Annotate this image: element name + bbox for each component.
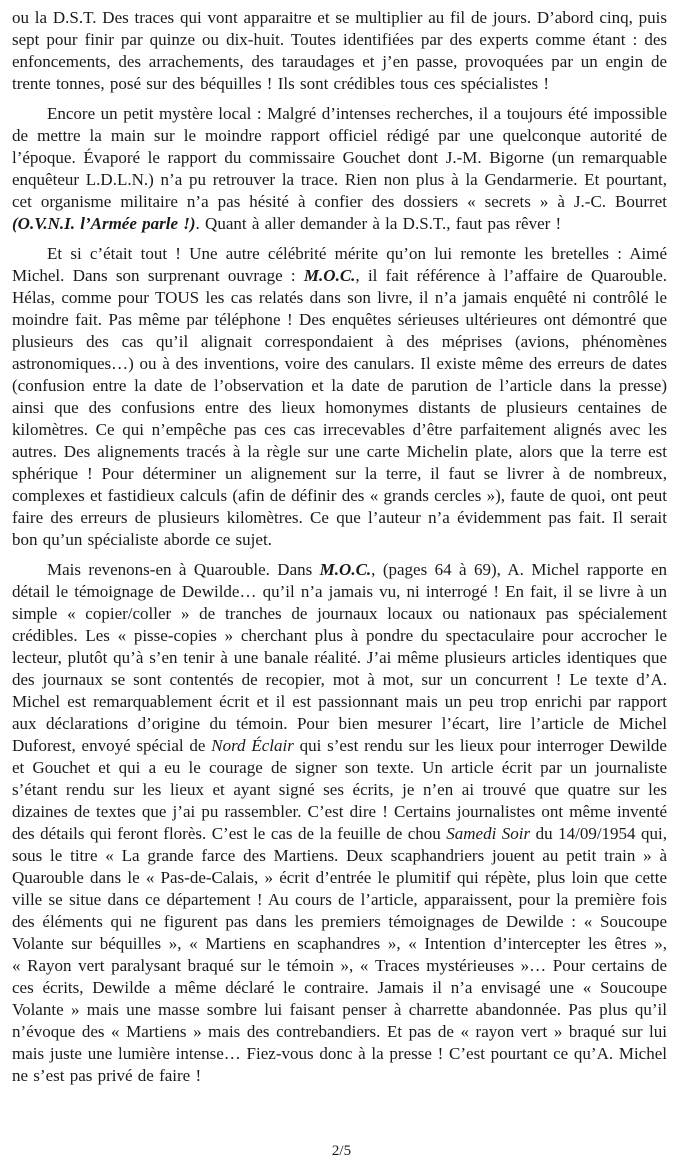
text-segment: du 14/09/1954 qui, sous le titre « La grande farce des Martiens. Deux scaphandriers jouent au petit train » à Quarouble dans le « Pas-de-Calais, » écrit d’entrée le plumitif qui répète, plus loin que cette ville se situe dans ce département ! Au cours de l’article, apparaissent, pour la première fois des éléments qui ne figurent pas dans les premiers témoignages de Dewilde : « Soucoupe Volante sur béquilles », « Martiens en scaphandres », « Intention d’intercepter les êtres », « Rayon vert paralysant braqué sur le témoin », « Traces mystérieuses »… Pour certains de ces écrits, Dewilde a même déclaré le contraire. Jamais il n’a envisagé une « Soucoupe Volante » mais une masse sombre lui faisant penser à charrette abandonnée. Pas plus qu’il n’évoque des « Martiens » mais des contrebandiers. Et pas de « rayon vert » braqué sur lui mais juste une lumière intense… Fiez-vous donc à la presse ! C’est pourtant ce qu’A. Michel ne s’est pas privé de faire ! — [12, 824, 668, 1085]
paragraph — [12, 103, 667, 235]
paragraph — [12, 559, 667, 1087]
text-body — [12, 7, 667, 1087]
text-segment: Nord Éclair — [211, 736, 294, 755]
text-segment: , (pages 64 à 69), A. Michel rapporte en détail le témoignage de Dewilde… qu’il n’a jamais vu, ni interrogé ! En fait, il se livre à un simple « copier/coller » de tranches de journaux locaux ou nationaux pas spécialement crédibles. Les « pisse-copies » cherchant plus à pondre du spectaculaire pour accrocher le lecteur, plutôt qu’à s’en tenir à une banale réalité. J’ai même plusieurs articles identiques que des journaux se sont contentés de recopier, mot à mot, sur un concurrent ! Le texte d’A. Michel est remarquablement écrit et il est passionnant mais un peu trop enrichi par rapport aux déclarations d’origine du témoin. Pour bien mesurer l’écart, lire l’article de Michel Duforest, envoyé spécial de — [12, 560, 668, 755]
text-segment: Mais revenons-en à Quarouble. Dans — [47, 560, 320, 579]
text-segment: M.O.C. — [303, 266, 356, 285]
text-segment: ou la D.S.T. Des traces qui vont apparaitre et se multiplier au fil de jours. D’abord cinq, puis sept pour finir par quinze ou dix-huit. Toutes identifiées par des experts comme étant : des enfoncements, des arrachements, des taraudages et j’en passe, provoquées par un engin de trente tonnes, posé sur des béquilles ! Ils sont crédibles tous ces spécialistes ! — [12, 8, 667, 93]
text-segment: M.O.C. — [319, 560, 372, 579]
text-segment: , il fait référence à l’affaire de Quarouble. Hélas, comme pour TOUS les cas relatés dans son livre, il n’a jamais enquêté ni contrôlé le moindre fait. Pas même par téléphone ! Des enquêtes sérieuses ultérieures ont démontré que plusieurs des cas qu’il alignait correspondaient à des méprises (avions, phénomènes astronomiques…) ou à des inventions, voire des canulars. Il existe même des erreurs de dates (confusion entre la date de l’observation et la date de parution de l’article dans la presse) ainsi que des confusions entre des lieux homonymes distants de plusieurs centaines de kilomètres. Ce qui n’empêche pas ces cas irrecevables d’être parfaitement alignés avec les autres. Des alignements tracés à la règle sur une carte Michelin plate, alors que la terre est sphérique ! Pour déterminer un alignement sur la terre, il faut se livrer à de nombreux, complexes et fastidieux calculs (afin de définir des « grands cercles »), faute de quoi, ont peut faire des erreurs de plusieurs kilomètres. Ce que l’auteur n’a évidemment pas fait. Il serait bon qu’un spécialiste aborde ce sujet. — [12, 266, 667, 549]
text-segment: Et si c’était tout ! Une autre célébrité mérite qu’on lui remonte les bretelles : Aimé Michel. Dans son surprenant ouvrage : — [12, 244, 667, 285]
text-segment: qui s’est rendu sur les lieux pour interroger Dewilde et Gouchet et qui a eu le courage de signer son texte. Un article écrit par un journaliste s’étant rendu sur les lieux et ayant signé ses écrits, je n’en ai trouvé que quatre sur les dizaines de textes que j’ai pu rassembler. C’est dire ! Certains journalistes ont même inventé des détails qui feront florès. C’est le cas de la feuille de chou — [12, 736, 667, 843]
paragraph — [12, 7, 667, 95]
text-segment: . Quant à aller demander à la D.S.T., faut pas rêver ! — [195, 214, 562, 233]
text-segment: (O.V.N.I. l’Armée parle !) — [12, 214, 196, 233]
text-segment: Samedi Soir — [446, 824, 531, 843]
paragraph — [12, 243, 667, 551]
text-segment: Encore un petit mystère local : Malgré d’intenses recherches, il a toujours été impossible de mettre la main sur le moindre rapport officiel rédigé par une quelconque autorité de l’époque. Évaporé le rapport du commissaire Gouchet dont J.-M. Bigorne (un remarquable enquêteur L.D.L.N.) n’a pu retrouver la trace. Rien non plus à la Gendarmerie. Et pourtant, cet organisme militaire n’a pas hésité à confier des dossiers « secrets » à J.-C. Bourret — [12, 104, 667, 211]
page-number: 2/5 — [331, 1143, 352, 1159]
